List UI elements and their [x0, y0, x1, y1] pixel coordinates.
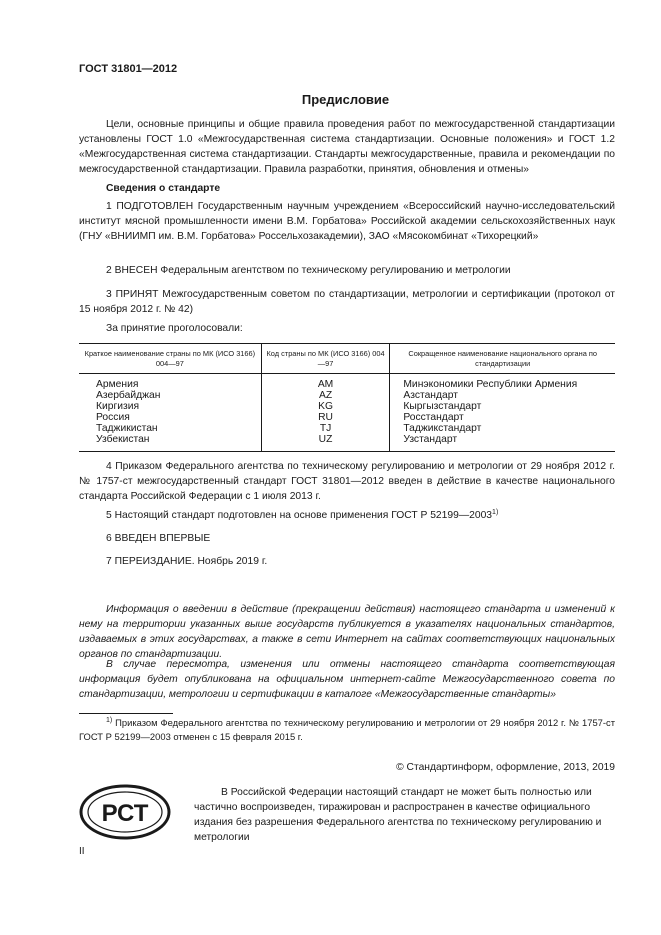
footnote: [79, 716, 615, 743]
cell-country: Узбекистан: [96, 434, 150, 445]
table-header-row: [79, 344, 615, 374]
table-row: [79, 390, 615, 401]
cell-body: Таджикстандарт: [390, 423, 615, 434]
rst-logo-icon: [79, 784, 171, 840]
cell-body: Росстандарт: [390, 412, 615, 423]
cell-body: Кыргызстандарт: [390, 401, 615, 412]
info-notice-2: В случае пересмотра, изменения или отмены настоящего стандарта соответствующая информация будет опубликована на официальном интернет-сайте Межгосударственного совета по стандартизации, метрологии и сертификации в каталоге «Межгосударственные стандарты»: [79, 659, 615, 700]
table-row: [79, 423, 615, 434]
cell-code: UZ: [261, 434, 390, 452]
footnote-mark: 1): [106, 717, 113, 724]
footnote-divider: [79, 713, 173, 714]
cell-country: Азербайджан: [96, 390, 161, 401]
logo-text: РСТ: [101, 800, 149, 827]
cell-code: RU: [261, 412, 390, 423]
cell-code: AM: [261, 374, 390, 391]
table-row: [79, 434, 615, 452]
voted-label: За принятие проголосовали:: [106, 323, 243, 334]
cell-body: Азстандарт: [390, 390, 615, 401]
footnote-text: Приказом Федерального агентства по техническому регулированию и метрологии от 29 ноября 2012 г. № 1757-ст ГОСТ Р 52199—2003 отменен с 15 февраля 2015 г.: [79, 717, 615, 742]
header-country: Краткое наименование страны по МК (ИСО 3166) 004—97: [79, 344, 261, 374]
cell-country: Киргизия: [96, 401, 140, 412]
reproduction-notice: В Российской Федерации настоящий стандарт не может быть полностью или частично воспроизведен, тиражирован и распространен в качестве официального издания без разрешения Федерального агентства по техническому регулированию и метрологии: [194, 787, 602, 843]
item-3: 3 ПРИНЯТ Межгосударственным советом по стандартизации, метрологии и сертификации (протокол от 15 ноября 2012 г. № 42): [79, 289, 615, 315]
item-1: 1 ПОДГОТОВЛЕН Государственным научным учреждением «Всероссийский научно-исследовательский институт мясной промышленности имени В.М. Горбатова» Российской академии сельскохозяйственных наук (ГНУ «ВНИИМП им. В.М. Горбатова» Россельхозакадемии), ЗАО «Мясокомбинат «Тихорецкий»: [79, 201, 615, 242]
item-7: 7 ПЕРЕИЗДАНИЕ. Ноябрь 2019 г.: [106, 556, 268, 567]
page-number: II: [79, 846, 85, 857]
item-6: 6 ВВЕДЕН ВПЕРВЫЕ: [106, 533, 211, 544]
footnote-ref: 1): [492, 509, 499, 516]
info-heading: Сведения о стандарте: [106, 183, 221, 194]
table-row: [79, 374, 615, 391]
cell-code: AZ: [261, 390, 390, 401]
cell-country: Таджикистан: [96, 423, 158, 434]
cell-code: TJ: [261, 423, 390, 434]
header-body: Сокращенное наименование национального органа по стандартизации: [390, 344, 615, 374]
intro-paragraph: Цели, основные принципы и общие правила проведения работ по межгосударственной стандартизации установлены ГОСТ 1.0 «Межгосударственная система стандартизации. Основные положения» и ГОСТ 1.2 «Межгосударственная система стандартизации. Стандарты межгосударственные, правила и рекомендации по межгосударственной стандартизации. Правила разработки, принятия, обновления и отмены»: [79, 119, 615, 175]
item-5: [79, 509, 615, 524]
voting-table: [79, 343, 615, 452]
cell-country: Россия: [96, 412, 130, 423]
item-5-text: 5 Настоящий стандарт подготовлен на основе применения ГОСТ Р 52199—2003: [106, 510, 493, 521]
item-2: 2 ВНЕСЕН Федеральным агентством по техническому регулированию и метрологии: [106, 265, 511, 276]
copyright: © Стандартинформ, оформление, 2013, 2019: [396, 762, 615, 773]
item-4: 4 Приказом Федерального агентства по техническому регулированию и метрологии от 29 ноября 2012 г. № 1757-ст межгосударственный стандарт ГОСТ 31801—2012 введен в действие в качестве национального стандарта Российской Федерации с 1 июля 2013 г.: [79, 461, 615, 502]
page-title: Предисловие: [301, 92, 390, 107]
cell-country: Армения: [96, 379, 139, 390]
cell-code: KG: [261, 401, 390, 412]
cell-body: Узстандарт: [390, 434, 615, 452]
header-code: Код страны по МК (ИСО 3166) 004—97: [261, 344, 390, 374]
cell-body: Минэкономики Республики Армения: [390, 374, 615, 391]
document-header: ГОСТ 31801—2012: [79, 63, 178, 75]
table-row: [79, 412, 615, 423]
table-row: [79, 401, 615, 412]
info-notice-1: Информация о введении в действие (прекращении действия) настоящего стандарта и изменений к нему на территории указанных выше государств публикуется в указателях национальных стандартов, издаваемых в этих государствах, а также в сети Интернет на сайтах соответствующих национальных органов по стандартизации.: [79, 604, 615, 660]
